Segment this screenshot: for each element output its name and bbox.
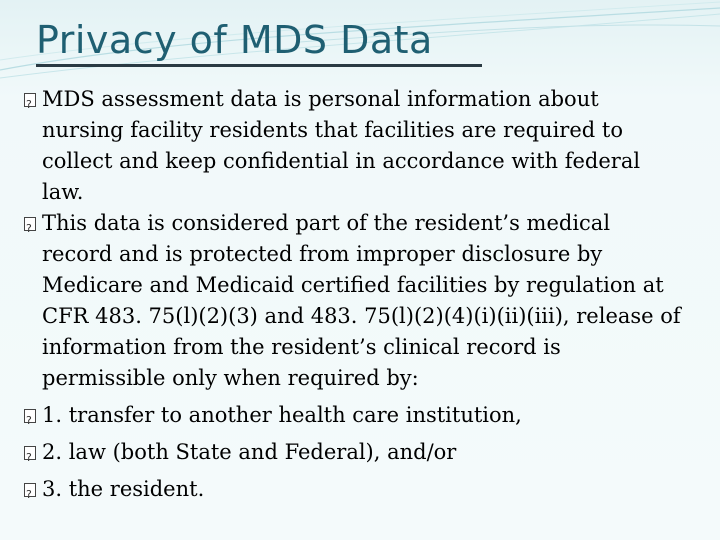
slide-content xyxy=(22,84,702,505)
text-line: This data is considered part of the resident’s medical xyxy=(42,211,611,235)
list-item-transfer xyxy=(22,400,702,431)
paragraph-medical-record xyxy=(22,208,702,394)
bullet-box-icon xyxy=(22,208,38,239)
text-line: 2. law (both State and Federal), and/or xyxy=(42,440,457,464)
text-line: Medicare and Medicaid certified facilities by regulation at xyxy=(42,273,664,297)
text-line: collect and keep confidential in accordance with federal xyxy=(42,149,641,173)
text-line: permissible only when required by: xyxy=(42,366,419,390)
text-line: CFR 483. 75(l)(2)(3) and 483. 75(l)(2)(4)(i)(ii)(iii), release of xyxy=(42,304,681,328)
text-line: law. xyxy=(42,180,84,204)
slide-title: Privacy of MDS Data xyxy=(36,18,433,62)
bullet-box-icon xyxy=(22,437,38,468)
list-item-resident xyxy=(22,474,702,505)
text-line: information from the resident’s clinical record is xyxy=(42,335,561,359)
bullet-box-icon xyxy=(22,474,38,505)
paragraph-mds-assessment xyxy=(22,84,702,208)
list-item-law xyxy=(22,437,702,468)
bullet-box-icon xyxy=(22,84,38,115)
title-underline xyxy=(36,64,482,67)
text-line: 1. transfer to another health care institution, xyxy=(42,403,522,427)
text-line: record and is protected from improper disclosure by xyxy=(42,242,603,266)
text-line: 3. the resident. xyxy=(42,477,205,501)
text-line: MDS assessment data is personal information about xyxy=(42,87,599,111)
bullet-box-icon xyxy=(22,400,38,431)
text-line: nursing facility residents that facilities are required to xyxy=(42,118,623,142)
